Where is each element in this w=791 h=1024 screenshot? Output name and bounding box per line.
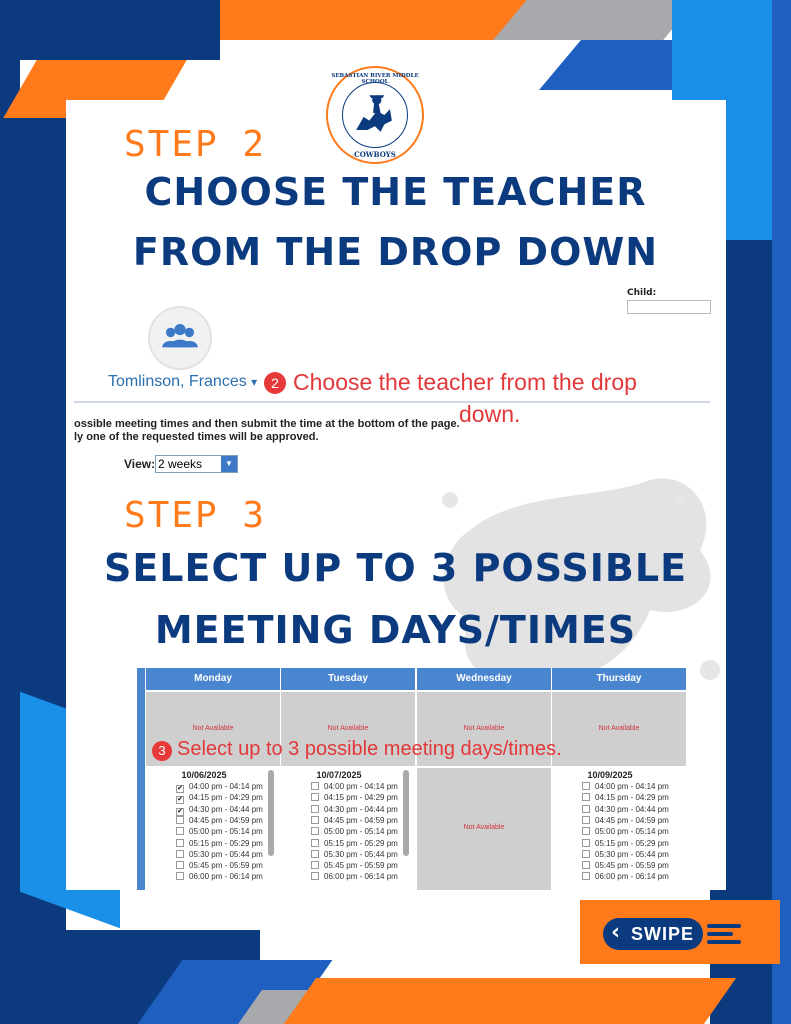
time-slot[interactable] bbox=[311, 781, 398, 792]
day-header: Wednesday bbox=[417, 668, 551, 690]
slot-time: 04:15 pm - 04:29 pm bbox=[189, 793, 263, 803]
day-column-monday bbox=[146, 668, 280, 890]
slot-checkbox[interactable] bbox=[311, 805, 319, 813]
slot-time: 04:15 pm - 04:29 pm bbox=[324, 793, 398, 803]
not-available-block bbox=[552, 692, 686, 766]
not-available-text: Not Available bbox=[463, 725, 505, 732]
day-header: Monday bbox=[146, 668, 280, 690]
time-slot[interactable] bbox=[311, 804, 398, 815]
slot-time: 04:45 pm - 04:59 pm bbox=[595, 815, 669, 825]
slot-time: 06:00 pm - 06:14 pm bbox=[324, 872, 398, 882]
chevron-down-icon: ▾ bbox=[251, 375, 258, 389]
day-header: Thursday bbox=[552, 668, 686, 690]
users-group-icon bbox=[150, 308, 210, 368]
callout-2-text-line1: Choose the teacher from the drop bbox=[293, 369, 637, 395]
day-column-wednesday bbox=[417, 668, 551, 890]
slot-time: 06:00 pm - 06:14 pm bbox=[189, 872, 263, 882]
slot-checkbox[interactable] bbox=[176, 850, 184, 858]
slot-time: 05:30 pm - 05:44 pm bbox=[324, 849, 398, 859]
slot-time: 05:15 pm - 05:29 pm bbox=[324, 838, 398, 848]
slot-checkbox[interactable] bbox=[311, 839, 319, 847]
time-slot[interactable] bbox=[582, 792, 669, 803]
frame-orange-bottom-band bbox=[284, 978, 736, 1024]
instruction-line1: ossible meeting times and then submit the time at the bottom of the page. bbox=[74, 418, 460, 430]
time-slot[interactable] bbox=[582, 838, 669, 849]
frame-blue-right-strip bbox=[772, 0, 791, 1024]
time-slot[interactable] bbox=[176, 826, 263, 837]
slot-checkbox[interactable] bbox=[582, 850, 590, 858]
time-slot[interactable] bbox=[582, 860, 669, 871]
callout-2-badge: 2 bbox=[264, 372, 286, 394]
slot-time: 05:30 pm - 05:44 pm bbox=[189, 849, 263, 859]
teacher-avatar bbox=[148, 306, 212, 370]
time-slot[interactable] bbox=[311, 849, 398, 860]
slot-time: 05:45 pm - 05:59 pm bbox=[595, 861, 669, 871]
slot-time: 04:15 pm - 04:29 pm bbox=[595, 793, 669, 803]
slot-time: 04:30 pm - 04:44 pm bbox=[324, 804, 398, 814]
time-slot[interactable] bbox=[582, 815, 669, 826]
meeting-calendar bbox=[137, 668, 672, 890]
step3-heading-line1: SELECT UP TO 3 POSSIBLE bbox=[103, 546, 688, 590]
slot-checkbox[interactable] bbox=[176, 861, 184, 869]
callout-3-badge: 3 bbox=[152, 741, 172, 761]
slot-time: 04:45 pm - 04:59 pm bbox=[189, 815, 263, 825]
frame-navy-top-band bbox=[20, 0, 220, 60]
time-slot-list bbox=[417, 768, 551, 890]
time-slot[interactable] bbox=[176, 815, 263, 826]
slot-checkbox[interactable]: ✔ bbox=[177, 796, 183, 804]
not-available-text: Not Available bbox=[598, 725, 640, 732]
slot-date: 10/09/2025 bbox=[587, 770, 633, 780]
day-column-thursday bbox=[552, 668, 686, 890]
callout-2-text-line2: down. bbox=[459, 401, 521, 427]
time-slot[interactable] bbox=[176, 781, 263, 792]
view-selected-value: 2 weeks bbox=[158, 457, 203, 471]
slot-time: 04:00 pm - 04:14 pm bbox=[595, 782, 669, 791]
teacher-divider bbox=[74, 401, 710, 403]
slot-checkbox[interactable]: ✔ bbox=[177, 807, 183, 815]
view-select[interactable] bbox=[155, 455, 238, 473]
chevron-left-icon: ‹ bbox=[611, 920, 621, 945]
time-slot[interactable] bbox=[582, 871, 669, 882]
slot-time: 04:45 pm - 04:59 pm bbox=[324, 815, 398, 825]
slot-time: 06:00 pm - 06:14 pm bbox=[595, 872, 669, 882]
teacher-name: Tomlinson, Frances bbox=[108, 373, 247, 390]
slot-checkbox[interactable] bbox=[311, 793, 319, 801]
not-available-text: Not Available bbox=[327, 725, 369, 732]
logo-top-text: SEBASTIAN RIVER MIDDLE SCHOOL bbox=[331, 73, 419, 85]
slot-time: 05:00 pm - 05:14 pm bbox=[595, 827, 669, 837]
callout-3-text: Select up to 3 possible meeting days/times. bbox=[177, 738, 562, 760]
instruction-line2: ly one of the requested times will be approved. bbox=[74, 431, 319, 443]
slot-checkbox[interactable] bbox=[311, 850, 319, 858]
not-available-text: Not Available bbox=[192, 725, 234, 732]
slot-checkbox[interactable] bbox=[311, 816, 319, 824]
time-slot-list bbox=[146, 768, 280, 890]
slot-checkbox[interactable] bbox=[582, 827, 590, 835]
slot-checkbox[interactable] bbox=[311, 872, 319, 880]
slot-time: 05:00 pm - 05:14 pm bbox=[189, 827, 263, 837]
slot-checkbox[interactable]: ✔ bbox=[177, 785, 183, 792]
teacher-dropdown[interactable] bbox=[108, 373, 257, 391]
slot-checkbox[interactable] bbox=[311, 827, 319, 835]
slot-time: 05:15 pm - 05:29 pm bbox=[189, 838, 263, 848]
day-column-tuesday bbox=[281, 668, 415, 890]
slot-checkbox[interactable] bbox=[176, 872, 184, 880]
slot-time: 05:30 pm - 05:44 pm bbox=[595, 849, 669, 859]
time-slot[interactable] bbox=[311, 815, 398, 826]
view-label: View: bbox=[124, 457, 156, 471]
slot-checkbox[interactable] bbox=[311, 782, 319, 790]
slot-checkbox[interactable] bbox=[176, 839, 184, 847]
time-slot[interactable] bbox=[176, 871, 263, 882]
slot-checkbox[interactable] bbox=[582, 839, 590, 847]
cowboy-rider-icon bbox=[342, 82, 408, 148]
step2-heading-line1: CHOOSE THE TEACHER bbox=[144, 170, 647, 214]
time-slot[interactable] bbox=[311, 871, 398, 882]
dropdown-arrow-icon[interactable]: ▼ bbox=[221, 456, 237, 472]
time-slot[interactable] bbox=[176, 792, 263, 803]
swipe-label: SWIPE bbox=[631, 924, 695, 944]
slot-checkbox[interactable] bbox=[582, 861, 590, 869]
slot-time: 04:00 pm - 04:14 pm bbox=[189, 782, 263, 791]
slot-time: 04:30 pm - 04:44 pm bbox=[189, 804, 263, 814]
time-slot[interactable] bbox=[311, 826, 398, 837]
time-slot[interactable] bbox=[311, 792, 398, 803]
slot-time: 05:15 pm - 05:29 pm bbox=[595, 838, 669, 848]
frame-navy-top-left bbox=[0, 0, 20, 1024]
time-slot[interactable] bbox=[582, 781, 669, 792]
slot-checkbox[interactable] bbox=[582, 805, 590, 813]
school-logo bbox=[326, 66, 424, 164]
time-slot[interactable] bbox=[582, 849, 669, 860]
slot-checkbox[interactable] bbox=[582, 816, 590, 824]
time-slot[interactable] bbox=[582, 826, 669, 837]
slot-scrollbar[interactable] bbox=[268, 770, 274, 856]
child-select[interactable] bbox=[627, 300, 711, 314]
time-slot-list bbox=[552, 768, 686, 890]
time-slot[interactable] bbox=[311, 860, 398, 871]
step2-label: STEP 2 bbox=[124, 124, 267, 165]
slot-date: 10/07/2025 bbox=[316, 770, 362, 780]
slot-time: 04:30 pm - 04:44 pm bbox=[595, 804, 669, 814]
step2-heading-line2: FROM THE DROP DOWN bbox=[132, 230, 659, 274]
time-slot-list bbox=[281, 768, 415, 890]
logo-bottom-text: COWBOYS bbox=[354, 150, 396, 159]
not-available-text: Not Available bbox=[463, 824, 505, 831]
slot-time: 04:00 pm - 04:14 pm bbox=[324, 782, 398, 791]
slot-checkbox[interactable] bbox=[311, 861, 319, 869]
slot-checkbox[interactable] bbox=[176, 827, 184, 835]
slot-checkbox[interactable] bbox=[582, 872, 590, 880]
slot-checkbox[interactable] bbox=[582, 793, 590, 801]
time-slot[interactable] bbox=[582, 804, 669, 815]
day-header: Tuesday bbox=[281, 668, 415, 690]
step3-label: STEP 3 bbox=[124, 495, 267, 536]
time-slot[interactable] bbox=[176, 860, 263, 871]
time-slot[interactable] bbox=[176, 849, 263, 860]
slot-time: 05:45 pm - 05:59 pm bbox=[189, 861, 263, 871]
step3-heading-line2: MEETING DAYS/TIMES bbox=[154, 608, 637, 652]
swipe-button[interactable] bbox=[603, 914, 743, 954]
time-slot[interactable] bbox=[311, 838, 398, 849]
slot-checkbox[interactable] bbox=[582, 782, 590, 790]
slot-date: 10/06/2025 bbox=[181, 770, 227, 780]
calendar-left-edge bbox=[137, 668, 145, 890]
slot-time: 05:00 pm - 05:14 pm bbox=[324, 827, 398, 837]
child-label: Child: bbox=[627, 288, 657, 298]
slot-scrollbar[interactable] bbox=[403, 770, 409, 856]
slot-checkbox[interactable] bbox=[176, 816, 184, 824]
time-slot[interactable] bbox=[176, 838, 263, 849]
time-slot[interactable] bbox=[176, 804, 263, 815]
slot-time: 05:45 pm - 05:59 pm bbox=[324, 861, 398, 871]
